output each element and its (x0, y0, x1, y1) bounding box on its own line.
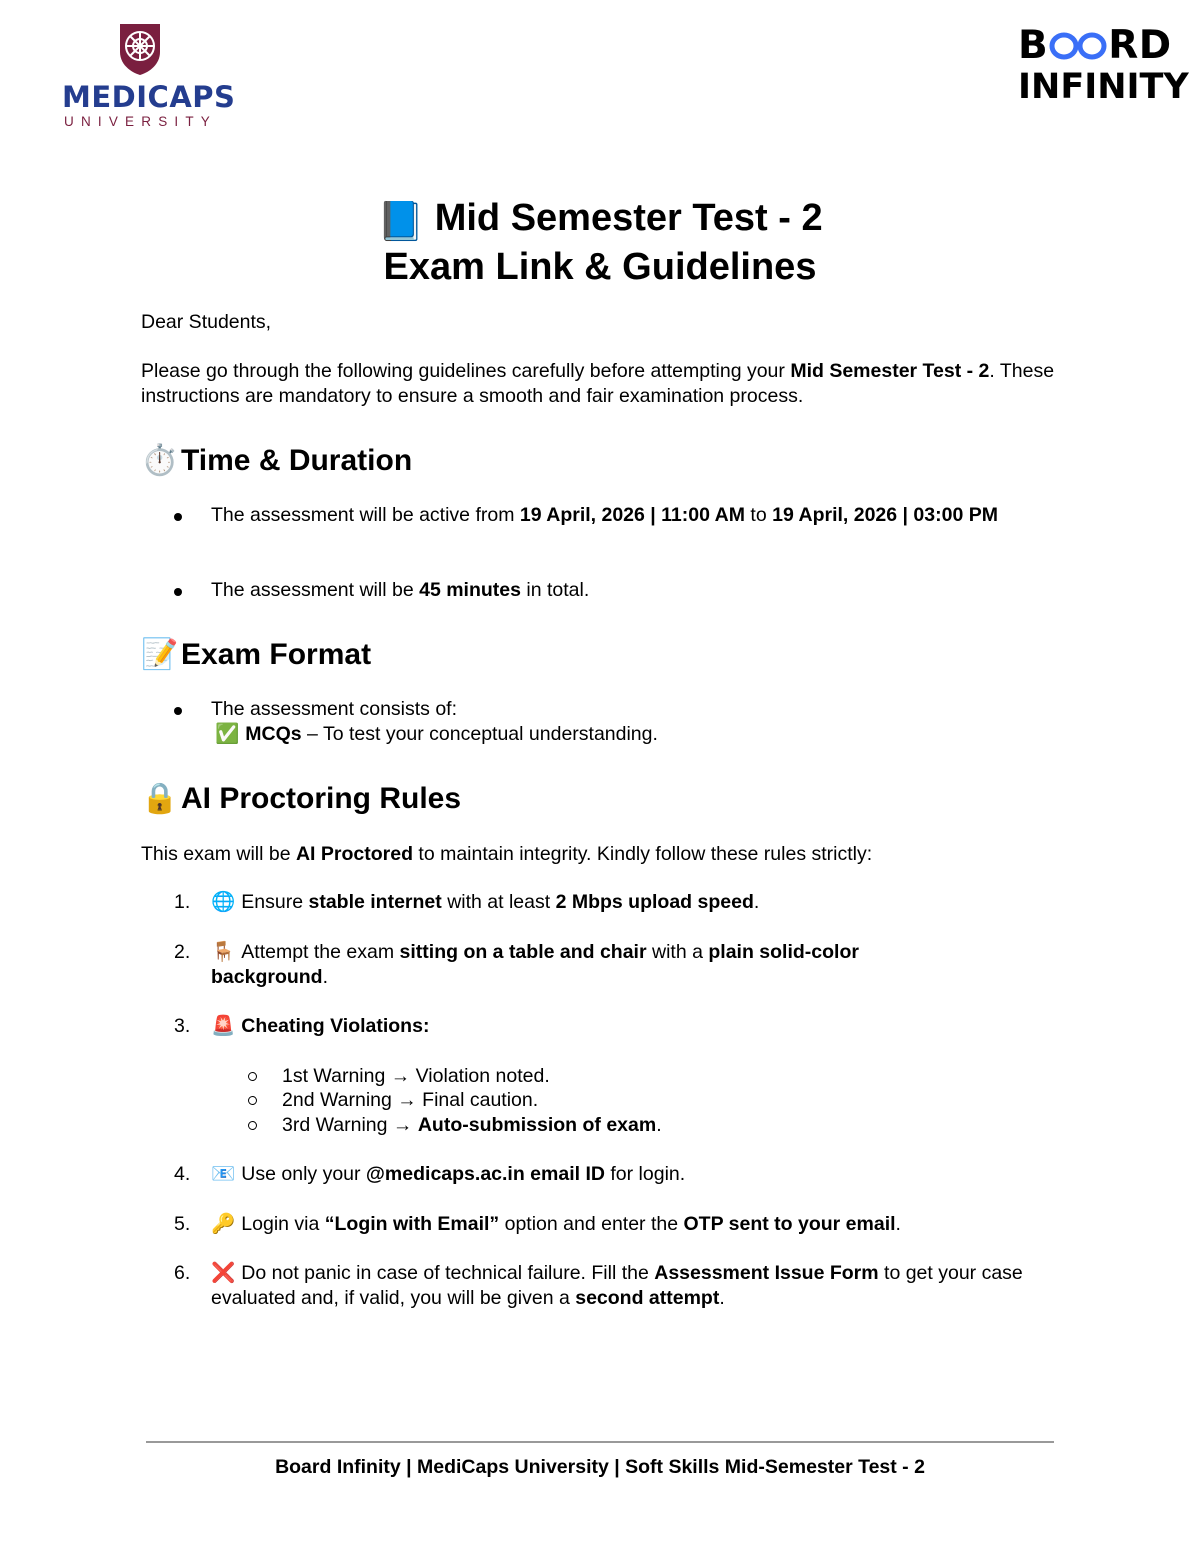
bullet-icon (174, 588, 182, 596)
r1-a: Ensure (241, 891, 309, 913)
rule-item (174, 1162, 1064, 1187)
university-wordmark: UNIVERSITY (64, 114, 218, 129)
r5-a: Login via (241, 1213, 325, 1235)
page-title (0, 196, 1200, 290)
blue-book-icon: 📘 (377, 201, 425, 243)
memo-icon: 📝 (141, 638, 179, 671)
r5-c: option and enter the (499, 1213, 684, 1235)
rule-item (174, 1014, 1064, 1039)
format-mcq: MCQs (245, 723, 302, 745)
rule-number: 4. (174, 1163, 191, 1185)
footer-divider (146, 1441, 1054, 1443)
rule-item (174, 1261, 1064, 1311)
r2-e: . (322, 966, 329, 988)
proctor-intro-a: This exam will be (141, 843, 296, 865)
rule-item (174, 940, 1064, 990)
rule-number: 2. (174, 941, 191, 963)
warning-item (248, 1064, 948, 1089)
rule-item (174, 1212, 1064, 1237)
time-b1-c: to (745, 504, 773, 526)
rule-number: 5. (174, 1213, 191, 1235)
check-mark-icon: ✅ (215, 723, 240, 745)
r5-b: “Login with Email” (324, 1213, 500, 1235)
r6-b: Assessment Issue Form (654, 1262, 879, 1284)
medicaps-shield-icon (116, 22, 164, 76)
r2-b: sitting on a table and chair (399, 941, 647, 963)
r5-d: OTP sent to your email (683, 1213, 896, 1235)
r1-c: with at least (441, 891, 556, 913)
greeting: Dear Students, (141, 311, 272, 333)
time-b2-a: The assessment will be (211, 579, 420, 601)
circle-bullet-icon (248, 1121, 257, 1130)
r4-b: @medicaps.ac.in email ID (365, 1163, 605, 1185)
proctor-heading-text: AI Proctoring Rules (181, 782, 462, 815)
r5-e: . (895, 1213, 901, 1235)
board-wordmark-rd: RD (1108, 23, 1172, 68)
bullet-icon (174, 513, 182, 521)
page-footer: Board Infinity | MediCaps University | Soft Skills Mid-Semester Test - 2 (275, 1456, 925, 1478)
board-wordmark-b: B (1018, 23, 1049, 68)
circle-bullet-icon (248, 1072, 257, 1081)
medicaps-logo (62, 22, 236, 130)
intro-text-c: . These instructions are mandatory to ensure a smooth and fair examination process. (141, 360, 1055, 407)
key-icon: 🔑 (211, 1213, 236, 1235)
format-mcq-desc: – To test your conceptual understanding. (301, 723, 658, 745)
section-heading-proctoring (141, 781, 461, 817)
format-b1: The assessment consists of: (211, 698, 458, 720)
intro-text-a: Please go through the following guidelines carefully before attempting your (141, 360, 791, 382)
rule-item (174, 890, 1064, 915)
time-heading-text: Time & Duration (181, 444, 413, 477)
r4-a: Use only your (241, 1163, 366, 1185)
section-heading-format (141, 637, 371, 673)
title-line-1: Mid Semester Test - 2 (434, 197, 823, 239)
r1-d: 2 Mbps upload speed (555, 891, 754, 913)
board-infinity-logo (1018, 23, 1189, 108)
list-item (174, 578, 1054, 603)
r6-c: to get your case evaluated and, if valid, you will be given a (211, 1262, 1023, 1309)
intro-text-b: Mid Semester Test - 2 (790, 360, 990, 382)
list-item (174, 503, 1054, 528)
title-line-2: Exam Link & Guidelines (383, 246, 817, 288)
warning-item (248, 1113, 948, 1138)
circle-bullet-icon (248, 1096, 257, 1105)
bullet-icon (174, 707, 182, 715)
chair-icon: 🪑 (211, 941, 236, 963)
time-b1-a: The assessment will be active from (211, 504, 520, 526)
warning-3-a: 3rd Warning → (282, 1114, 418, 1136)
proctor-intro-c: to maintain integrity. Kindly follow these rules strictly: (413, 843, 873, 865)
lock-icon: 🔒 (141, 782, 179, 815)
stopwatch-icon: ⏱️ (141, 444, 179, 477)
time-b1-b: 19 April, 2026 | 11:00 AM (519, 504, 745, 526)
r2-c: with a (646, 941, 709, 963)
r6-a: Do not panic in case of technical failure. Fill the (241, 1262, 655, 1284)
warning-1: 1st Warning → Violation noted. (282, 1065, 550, 1087)
time-b1-d: 19 April, 2026 | 03:00 PM (772, 504, 998, 526)
proctor-intro (141, 842, 1071, 867)
r2-a: Attempt the exam (241, 941, 400, 963)
warning-2: 2nd Warning → Final caution. (282, 1089, 539, 1111)
time-b2-c: in total. (520, 579, 590, 601)
r6-e: . (719, 1287, 725, 1309)
infinity-wordmark: INFINITY (1018, 67, 1189, 107)
globe-icon: 🌐 (211, 891, 236, 913)
intro-paragraph (141, 359, 1071, 409)
time-b2-b: 45 minutes (419, 579, 521, 601)
r2-d: plain solid-color background (211, 941, 859, 988)
r4-c: for login. (604, 1163, 686, 1185)
rule-number: 6. (174, 1262, 191, 1284)
medicaps-wordmark: MEDICAPS (62, 80, 236, 114)
format-heading-text: Exam Format (181, 638, 372, 671)
cross-mark-icon: ❌ (211, 1262, 236, 1284)
warning-3-b: Auto-submission of exam (417, 1114, 657, 1136)
r1-e: . (753, 891, 760, 913)
warning-item (248, 1088, 948, 1113)
infinity-loop-icon (1049, 31, 1107, 61)
r6-d: second attempt (575, 1287, 720, 1309)
list-item (174, 697, 1054, 747)
section-heading-time (141, 443, 412, 479)
rule-number: 1. (174, 891, 191, 913)
warning-3-c: . (656, 1114, 662, 1136)
siren-icon: 🚨 (211, 1015, 236, 1037)
proctor-intro-b: AI Proctored (295, 843, 413, 865)
r1-b: stable internet (308, 891, 442, 913)
email-icon: 📧 (211, 1163, 236, 1185)
rule-number: 3. (174, 1015, 191, 1037)
r3-b: Cheating Violations: (241, 1015, 430, 1037)
